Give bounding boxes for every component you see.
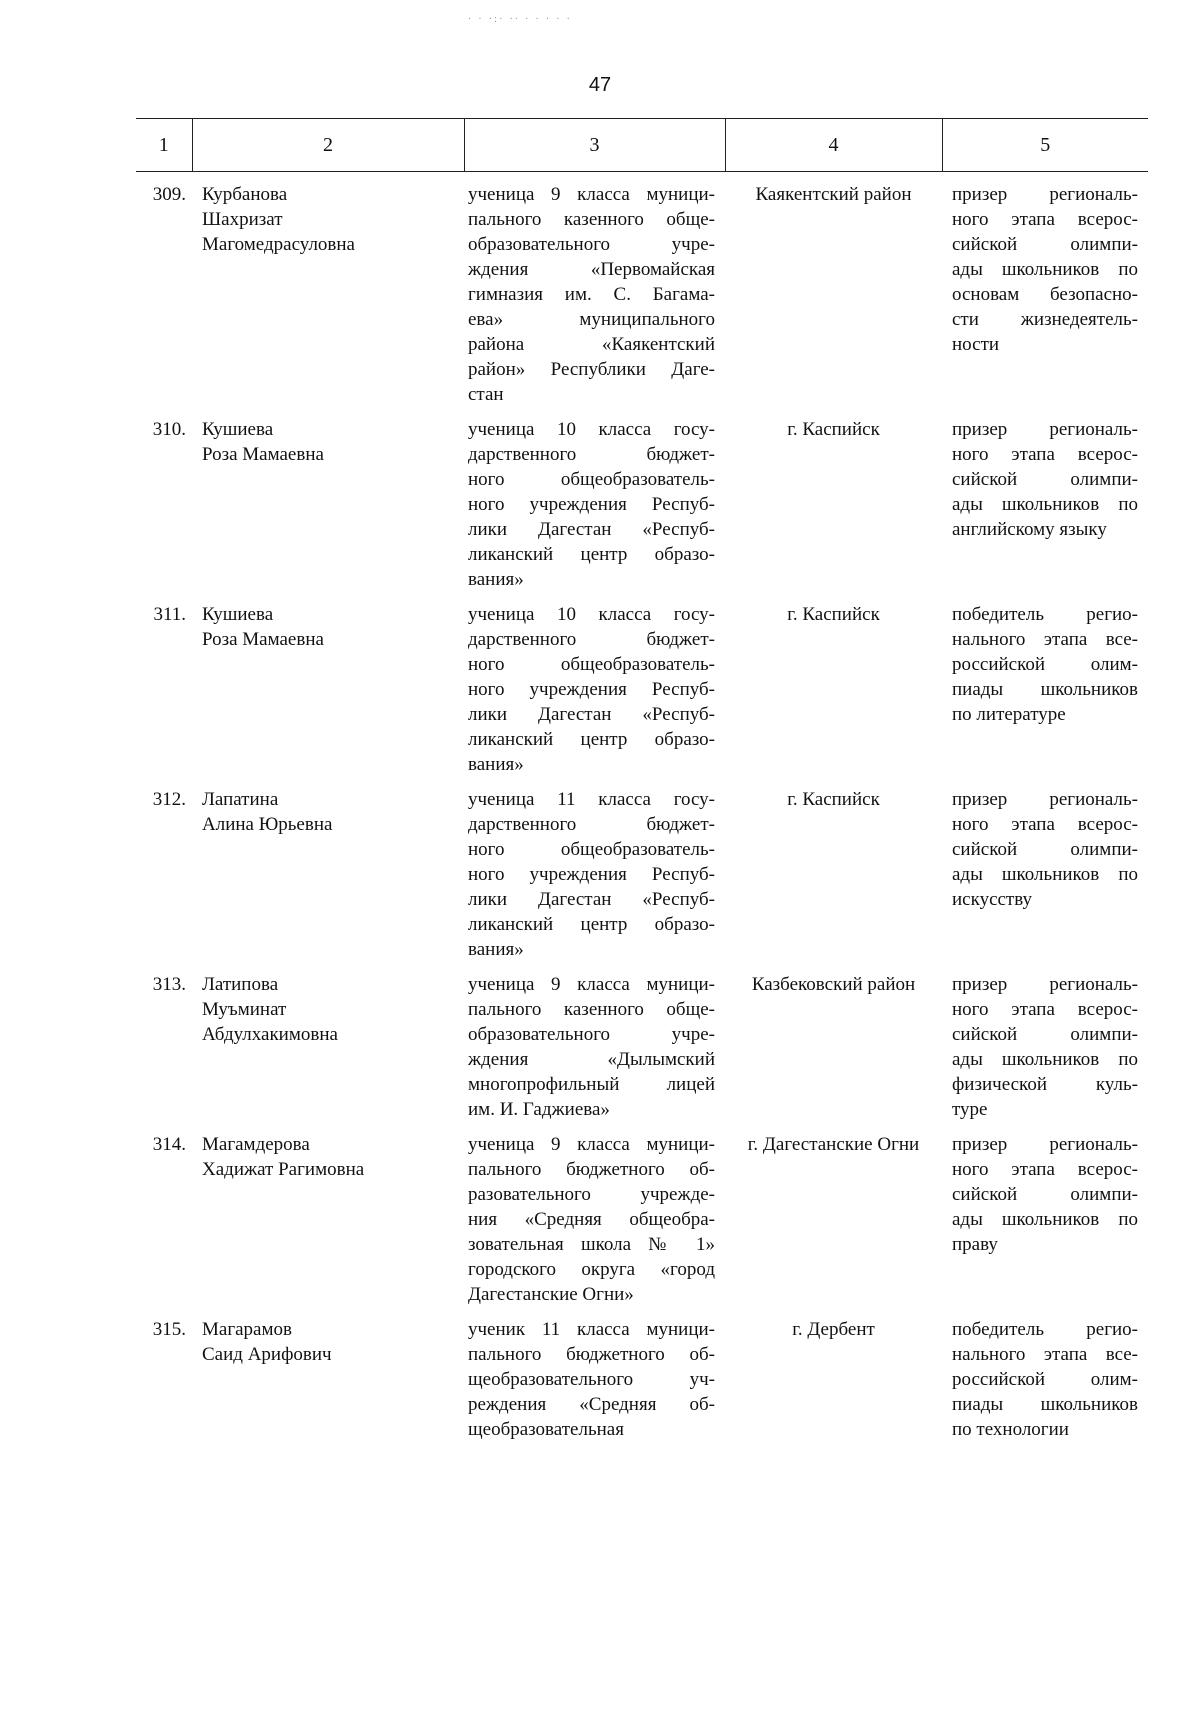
row-number: 312.	[152, 789, 186, 810]
achievement-line: основам безопасно-	[952, 284, 1138, 305]
school-description-line: ученица 9 класса муници-	[468, 1134, 715, 1155]
achievement-line: ности	[952, 334, 1000, 355]
school-description-line: щеобразовательного уч-	[468, 1369, 715, 1390]
school-description-line: ученица 9 класса муници-	[468, 974, 715, 995]
awardees-table	[136, 118, 1148, 1477]
achievement-line: победитель регио-	[952, 1319, 1138, 1340]
person-name-line: Роза Мамаевна	[202, 629, 324, 650]
achievement-line: призер региональ-	[952, 974, 1138, 995]
achievement-line: по литературе	[952, 704, 1066, 725]
achievement-line: победитель регио-	[952, 604, 1138, 625]
table-row	[136, 777, 1148, 962]
school-description-line: ученица 11 класса госу-	[468, 789, 715, 810]
achievement	[942, 172, 1148, 408]
school-description-line: реждения «Средняя об-	[468, 1394, 715, 1415]
achievement-line: пиады школьников	[952, 679, 1138, 700]
school-description-line: вания»	[468, 754, 524, 775]
school-description-line: щеобразовательная	[468, 1419, 624, 1440]
person-name-line: Магомедрасуловна	[202, 234, 355, 255]
person-name	[192, 962, 464, 1122]
table-row	[136, 962, 1148, 1122]
school-description-line: ного общеобразователь-	[468, 654, 715, 675]
achievement-line: нального этапа все-	[952, 1344, 1138, 1365]
school-description-line: стан	[468, 384, 504, 405]
school-description-line: гимназия им. С. Багама-	[468, 284, 715, 305]
achievement	[942, 962, 1148, 1122]
row-number: 313.	[152, 974, 186, 995]
locality: г. Каспийск	[787, 419, 880, 440]
column-header-number: 1	[136, 119, 192, 172]
school-description-line: вания»	[468, 939, 524, 960]
person-name-line: Шахризат	[202, 209, 283, 230]
achievement-line: призер региональ-	[952, 1134, 1138, 1155]
table-row	[136, 407, 1148, 592]
school-description-line: ного общеобразователь-	[468, 839, 715, 860]
achievement-line: пиады школьников	[952, 1394, 1138, 1415]
locality: Каякентский район	[755, 184, 912, 205]
school-description-line: ликанский центр образо-	[468, 544, 715, 565]
row-number: 315.	[152, 1319, 186, 1340]
row-number: 314.	[152, 1134, 186, 1155]
column-header-achievement: 5	[942, 119, 1148, 172]
achievement-line: искусству	[952, 889, 1033, 910]
person-name-line: Кушиева	[202, 604, 274, 625]
person-name-line: Магамдерова	[202, 1134, 310, 1155]
achievement	[942, 1307, 1148, 1477]
person-name-line: Абдулхакимовна	[202, 1024, 338, 1045]
school-description-line: пального бюджетного об-	[468, 1344, 715, 1365]
school-description-line: ученик 11 класса муници-	[468, 1319, 715, 1340]
school-description-line: Дагестанские Огни»	[468, 1284, 634, 1305]
school-description-line: городского округа «город	[468, 1259, 715, 1280]
school-description-line: ученица 10 класса госу-	[468, 604, 715, 625]
table-row	[136, 172, 1148, 408]
table-header-row	[136, 119, 1148, 172]
person-name-line: Саид Арифович	[202, 1344, 332, 1365]
school-description-line: пального казенного обще-	[468, 209, 715, 230]
achievement-line: английскому языку	[952, 519, 1107, 540]
school-description-line: ученица 10 класса госу-	[468, 419, 715, 440]
achievement	[942, 592, 1148, 777]
achievement-line: сийской олимпи-	[952, 1024, 1138, 1045]
school-description	[464, 1122, 725, 1307]
person-name-line: Муъминат	[202, 999, 287, 1020]
achievement-line: российской олим-	[952, 1369, 1138, 1390]
school-description-line: ного учреждения Респуб-	[468, 494, 715, 515]
school-description	[464, 962, 725, 1122]
school-description-line: образовательного учре-	[468, 234, 715, 255]
person-name-line: Лапатина	[202, 789, 279, 810]
person-name-line: Алина Юрьевна	[202, 814, 333, 835]
achievement-line: ного этапа всерос-	[952, 209, 1138, 230]
school-description-line: ного учреждения Респуб-	[468, 679, 715, 700]
person-name-line: Хадижат Рагимовна	[202, 1159, 365, 1180]
achievement-line: ады школьников по	[952, 259, 1138, 280]
achievement-line: сийской олимпи-	[952, 469, 1138, 490]
school-description-line: зовательная школа № 1»	[468, 1234, 715, 1255]
table-body	[136, 172, 1148, 1478]
person-name-line: Латипова	[202, 974, 279, 995]
person-name	[192, 1122, 464, 1307]
school-description-line: им. И. Гаджиева»	[468, 1099, 610, 1120]
locality: г. Каспийск	[787, 789, 880, 810]
person-name	[192, 407, 464, 592]
achievement-line: ады школьников по	[952, 864, 1138, 885]
achievement-line: ады школьников по	[952, 1049, 1138, 1070]
school-description-line: образовательного учре-	[468, 1024, 715, 1045]
achievement-line: призер региональ-	[952, 419, 1138, 440]
school-description-line: лики Дагестан «Респуб-	[468, 704, 715, 725]
achievement-line: сийской олимпи-	[952, 839, 1138, 860]
person-name	[192, 777, 464, 962]
school-description	[464, 1307, 725, 1477]
school-description-line: вания»	[468, 569, 524, 590]
school-description	[464, 777, 725, 962]
school-description-line: ждения «Первомайская	[468, 259, 715, 280]
achievement-line: ады школьников по	[952, 494, 1138, 515]
achievement-line: ного этапа всерос-	[952, 1159, 1138, 1180]
person-name-line: Магарамов	[202, 1319, 292, 1340]
achievement-line: сийской олимпи-	[952, 1184, 1138, 1205]
school-description-line: разовательного учрежде-	[468, 1184, 715, 1205]
achievement-line: ады школьников по	[952, 1209, 1138, 1230]
column-header-name: 2	[192, 119, 464, 172]
achievement-line: нального этапа все-	[952, 629, 1138, 650]
achievement-line: физической куль-	[952, 1074, 1138, 1095]
page-number: 47	[588, 74, 612, 96]
school-description-line: ного общеобразователь-	[468, 469, 715, 490]
school-description-line: пального бюджетного об-	[468, 1159, 715, 1180]
achievement-line: призер региональ-	[952, 789, 1138, 810]
school-description-line: дарственного бюджет-	[468, 444, 715, 465]
school-description-line: района «Каякентский	[468, 334, 715, 355]
achievement-line: ного этапа всерос-	[952, 999, 1138, 1020]
school-description-line: многопрофильный лицей	[468, 1074, 715, 1095]
person-name-line: Кушиева	[202, 419, 274, 440]
school-description-line: район» Республики Даге-	[468, 359, 715, 380]
row-number: 309.	[152, 184, 186, 205]
achievement-line: сти жизнедеятель-	[952, 309, 1138, 330]
column-header-place: 4	[725, 119, 942, 172]
school-description-line: лики Дагестан «Респуб-	[468, 889, 715, 910]
school-description	[464, 172, 725, 408]
school-description-line: ликанский центр образо-	[468, 729, 715, 750]
achievement-line: по технологии	[952, 1419, 1069, 1440]
school-description-line: ева» муниципального	[468, 309, 715, 330]
school-description-line: лики Дагестан «Респуб-	[468, 519, 715, 540]
school-description	[464, 407, 725, 592]
table-row	[136, 1122, 1148, 1307]
locality: г. Дагестанские Огни	[747, 1134, 920, 1155]
achievement-line: туре	[952, 1099, 988, 1120]
row-number: 311.	[153, 604, 186, 625]
school-description-line: ученица 9 класса муници-	[468, 184, 715, 205]
achievement-line: праву	[952, 1234, 998, 1255]
table-row	[136, 592, 1148, 777]
achievement	[942, 777, 1148, 962]
person-name-line: Курбанова	[202, 184, 288, 205]
achievement-line: российской олим-	[952, 654, 1138, 675]
person-name	[192, 1307, 464, 1477]
school-description	[464, 592, 725, 777]
scan-noise-mark: · · ·:· ·· · · · · ·	[468, 14, 572, 25]
school-description-line: ликанский центр образо-	[468, 914, 715, 935]
person-name	[192, 592, 464, 777]
table-row	[136, 1307, 1148, 1477]
row-number: 310.	[152, 419, 186, 440]
achievement	[942, 1122, 1148, 1307]
achievement	[942, 407, 1148, 592]
school-description-line: ждения «Дылымский	[468, 1049, 715, 1070]
school-description-line: ния «Средняя общеобра-	[468, 1209, 715, 1230]
achievement-line: ного этапа всерос-	[952, 444, 1138, 465]
locality: г. Дербент	[792, 1319, 875, 1340]
achievement-line: ного этапа всерос-	[952, 814, 1138, 835]
locality: г. Каспийск	[787, 604, 880, 625]
school-description-line: дарственного бюджет-	[468, 629, 715, 650]
achievement-line: сийской олимпи-	[952, 234, 1138, 255]
locality: Казбековский район	[751, 974, 916, 995]
school-description-line: дарственного бюджет-	[468, 814, 715, 835]
person-name	[192, 172, 464, 408]
school-description-line: ного учреждения Респуб-	[468, 864, 715, 885]
achievement-line: призер региональ-	[952, 184, 1138, 205]
person-name-line: Роза Мамаевна	[202, 444, 324, 465]
school-description-line: пального казенного обще-	[468, 999, 715, 1020]
column-header-description: 3	[464, 119, 725, 172]
